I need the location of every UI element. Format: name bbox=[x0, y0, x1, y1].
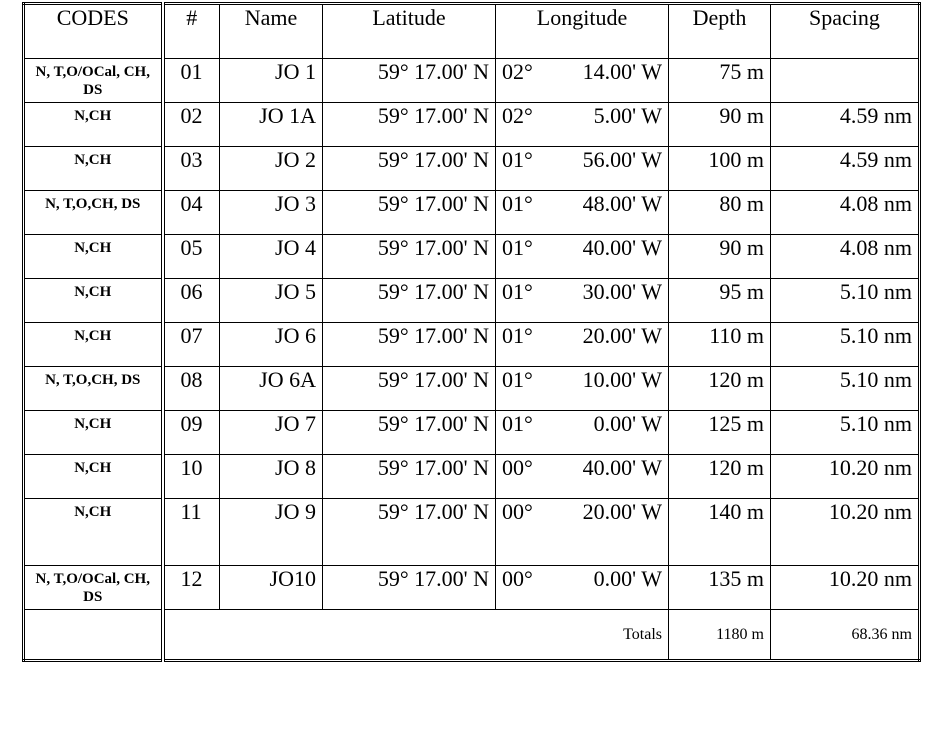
codes-cell: N,CH bbox=[24, 103, 163, 147]
totals-label: Totals bbox=[163, 610, 669, 661]
longitude-minutes: 0.00' W bbox=[593, 411, 662, 436]
name-cell: JO 9 bbox=[220, 499, 323, 566]
name-cell: JO 8 bbox=[220, 455, 323, 499]
num-cell: 08 bbox=[163, 367, 220, 411]
depth-cell: 140 m bbox=[669, 499, 771, 566]
longitude-cell bbox=[496, 323, 669, 367]
num-cell: 09 bbox=[163, 411, 220, 455]
header-num: # bbox=[163, 4, 220, 59]
latitude-cell: 59° 17.00' N bbox=[323, 323, 496, 367]
table-row bbox=[24, 279, 920, 323]
depth-cell: 100 m bbox=[669, 147, 771, 191]
spacing-cell bbox=[771, 59, 920, 103]
longitude-cell bbox=[496, 103, 669, 147]
longitude-degrees: 01° bbox=[502, 411, 533, 436]
table-row bbox=[24, 566, 920, 610]
num-cell: 10 bbox=[163, 455, 220, 499]
spacing-cell: 4.08 nm bbox=[771, 235, 920, 279]
name-cell: JO10 bbox=[220, 566, 323, 610]
codes-cell: N, T,O/OCal, CH, DS bbox=[24, 566, 163, 610]
totals-spacing: 68.36 nm bbox=[771, 610, 920, 661]
depth-cell: 135 m bbox=[669, 566, 771, 610]
name-cell: JO 2 bbox=[220, 147, 323, 191]
depth-cell: 90 m bbox=[669, 103, 771, 147]
longitude-minutes: 20.00' W bbox=[582, 323, 662, 348]
table-row bbox=[24, 191, 920, 235]
header-name: Name bbox=[220, 4, 323, 59]
spacing-cell: 5.10 nm bbox=[771, 367, 920, 411]
longitude-degrees: 02° bbox=[502, 103, 533, 128]
longitude-degrees: 00° bbox=[502, 499, 533, 524]
table-row bbox=[24, 59, 920, 103]
longitude-cell bbox=[496, 566, 669, 610]
longitude-degrees: 01° bbox=[502, 147, 533, 172]
spacing-cell: 4.59 nm bbox=[771, 103, 920, 147]
codes-cell: N,CH bbox=[24, 455, 163, 499]
longitude-minutes: 56.00' W bbox=[582, 147, 662, 172]
longitude-cell bbox=[496, 147, 669, 191]
name-cell: JO 6A bbox=[220, 367, 323, 411]
longitude-cell bbox=[496, 279, 669, 323]
latitude-cell: 59° 17.00' N bbox=[323, 59, 496, 103]
longitude-degrees: 01° bbox=[502, 235, 533, 260]
spacing-cell: 5.10 nm bbox=[771, 323, 920, 367]
depth-cell: 95 m bbox=[669, 279, 771, 323]
longitude-degrees: 01° bbox=[502, 191, 533, 216]
longitude-cell bbox=[496, 411, 669, 455]
totals-codes-cell bbox=[24, 610, 163, 661]
header-latitude: Latitude bbox=[323, 4, 496, 59]
latitude-cell: 59° 17.00' N bbox=[323, 191, 496, 235]
name-cell: JO 6 bbox=[220, 323, 323, 367]
header-spacing: Spacing bbox=[771, 4, 920, 59]
latitude-cell: 59° 17.00' N bbox=[323, 455, 496, 499]
spacing-cell: 10.20 nm bbox=[771, 499, 920, 566]
header-depth: Depth bbox=[669, 4, 771, 59]
longitude-degrees: 00° bbox=[502, 566, 533, 591]
totals-depth: 1180 m bbox=[669, 610, 771, 661]
name-cell: JO 5 bbox=[220, 279, 323, 323]
table-row bbox=[24, 103, 920, 147]
spacing-cell: 4.08 nm bbox=[771, 191, 920, 235]
longitude-cell bbox=[496, 499, 669, 566]
totals-row bbox=[24, 610, 920, 661]
depth-cell: 80 m bbox=[669, 191, 771, 235]
longitude-minutes: 14.00' W bbox=[582, 59, 662, 84]
longitude-minutes: 5.00' W bbox=[593, 103, 662, 128]
spacing-cell: 10.20 nm bbox=[771, 455, 920, 499]
header-longitude: Longitude bbox=[496, 4, 669, 59]
latitude-cell: 59° 17.00' N bbox=[323, 367, 496, 411]
longitude-minutes: 40.00' W bbox=[582, 455, 662, 480]
num-cell: 01 bbox=[163, 59, 220, 103]
longitude-minutes: 20.00' W bbox=[582, 499, 662, 524]
codes-cell: N, T,O/OCal, CH, DS bbox=[24, 59, 163, 103]
longitude-cell bbox=[496, 59, 669, 103]
latitude-cell: 59° 17.00' N bbox=[323, 279, 496, 323]
longitude-degrees: 01° bbox=[502, 367, 533, 392]
latitude-cell: 59° 17.00' N bbox=[323, 103, 496, 147]
stations-table bbox=[22, 2, 921, 662]
num-cell: 06 bbox=[163, 279, 220, 323]
num-cell: 04 bbox=[163, 191, 220, 235]
latitude-cell: 59° 17.00' N bbox=[323, 147, 496, 191]
depth-cell: 90 m bbox=[669, 235, 771, 279]
name-cell: JO 3 bbox=[220, 191, 323, 235]
longitude-minutes: 48.00' W bbox=[582, 191, 662, 216]
table-row bbox=[24, 147, 920, 191]
num-cell: 12 bbox=[163, 566, 220, 610]
num-cell: 07 bbox=[163, 323, 220, 367]
table-row bbox=[24, 411, 920, 455]
depth-cell: 110 m bbox=[669, 323, 771, 367]
codes-cell: N, T,O,CH, DS bbox=[24, 367, 163, 411]
longitude-degrees: 02° bbox=[502, 59, 533, 84]
longitude-minutes: 0.00' W bbox=[593, 566, 662, 591]
longitude-degrees: 01° bbox=[502, 323, 533, 348]
depth-cell: 75 m bbox=[669, 59, 771, 103]
depth-cell: 120 m bbox=[669, 367, 771, 411]
table-row bbox=[24, 323, 920, 367]
latitude-cell: 59° 17.00' N bbox=[323, 566, 496, 610]
codes-cell: N,CH bbox=[24, 147, 163, 191]
num-cell: 05 bbox=[163, 235, 220, 279]
spacing-cell: 5.10 nm bbox=[771, 411, 920, 455]
table-row bbox=[24, 455, 920, 499]
depth-cell: 125 m bbox=[669, 411, 771, 455]
table-row bbox=[24, 235, 920, 279]
table-body bbox=[24, 59, 920, 610]
longitude-minutes: 40.00' W bbox=[582, 235, 662, 260]
num-cell: 11 bbox=[163, 499, 220, 566]
longitude-cell bbox=[496, 235, 669, 279]
name-cell: JO 7 bbox=[220, 411, 323, 455]
codes-cell: N,CH bbox=[24, 411, 163, 455]
spacing-cell: 5.10 nm bbox=[771, 279, 920, 323]
codes-cell: N,CH bbox=[24, 499, 163, 566]
table-row bbox=[24, 367, 920, 411]
codes-cell: N,CH bbox=[24, 279, 163, 323]
name-cell: JO 1 bbox=[220, 59, 323, 103]
table-row bbox=[24, 499, 920, 566]
codes-cell: N,CH bbox=[24, 235, 163, 279]
name-cell: JO 4 bbox=[220, 235, 323, 279]
spacing-cell: 4.59 nm bbox=[771, 147, 920, 191]
name-cell: JO 1A bbox=[220, 103, 323, 147]
latitude-cell: 59° 17.00' N bbox=[323, 499, 496, 566]
num-cell: 02 bbox=[163, 103, 220, 147]
longitude-degrees: 00° bbox=[502, 455, 533, 480]
depth-cell: 120 m bbox=[669, 455, 771, 499]
longitude-minutes: 30.00' W bbox=[582, 279, 662, 304]
header-codes: CODES bbox=[24, 4, 163, 59]
latitude-cell: 59° 17.00' N bbox=[323, 411, 496, 455]
spacing-cell: 10.20 nm bbox=[771, 566, 920, 610]
longitude-cell bbox=[496, 367, 669, 411]
latitude-cell: 59° 17.00' N bbox=[323, 235, 496, 279]
num-cell: 03 bbox=[163, 147, 220, 191]
codes-cell: N, T,O,CH, DS bbox=[24, 191, 163, 235]
longitude-minutes: 10.00' W bbox=[582, 367, 662, 392]
longitude-degrees: 01° bbox=[502, 279, 533, 304]
longitude-cell bbox=[496, 455, 669, 499]
longitude-cell bbox=[496, 191, 669, 235]
header-row bbox=[24, 4, 920, 59]
codes-cell: N,CH bbox=[24, 323, 163, 367]
